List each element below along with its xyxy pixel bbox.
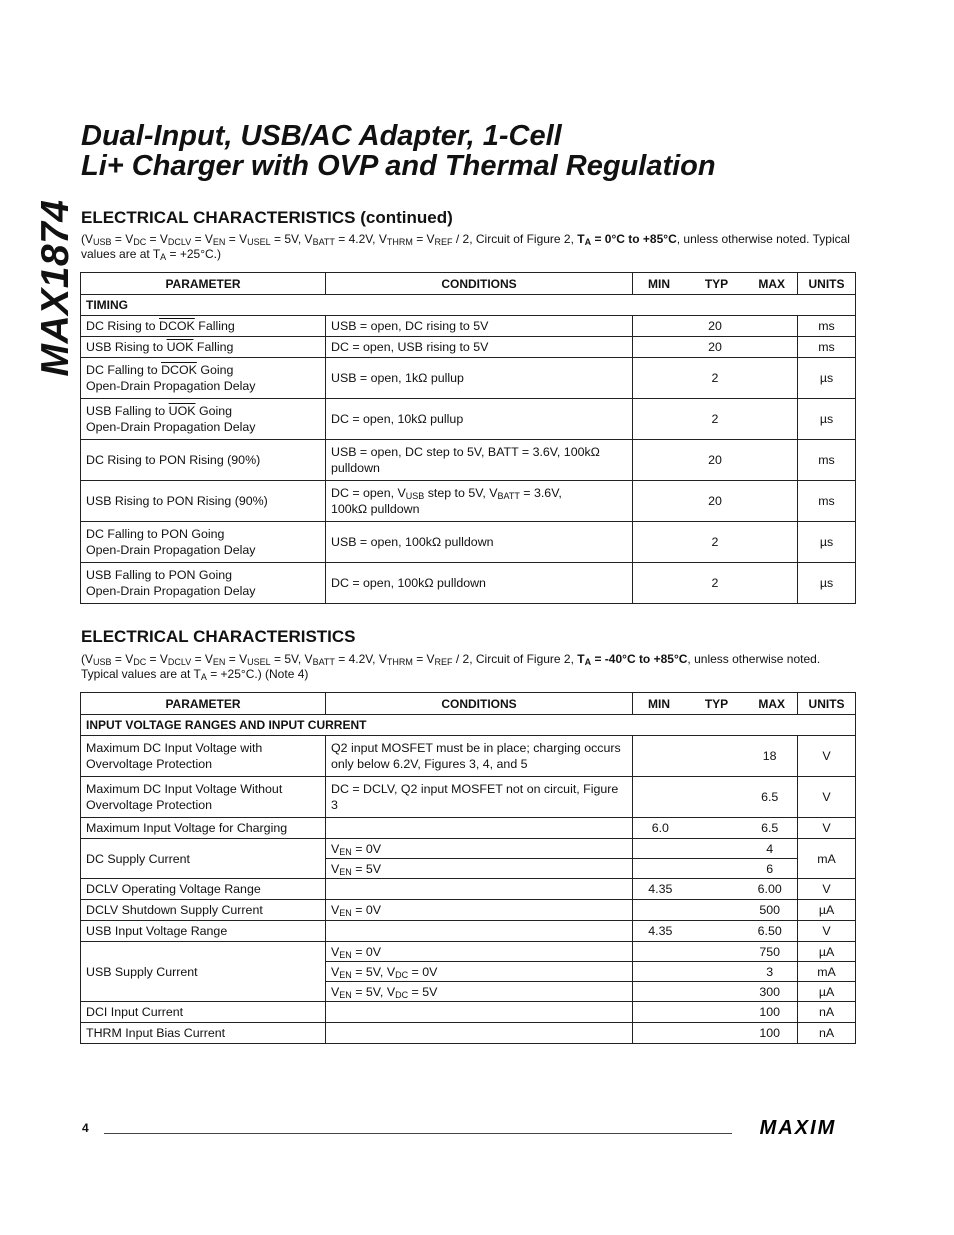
units-cell: mA xyxy=(798,962,856,982)
header-units: UNITS xyxy=(798,693,856,715)
title-line-2: Li+ Charger with OVP and Thermal Regulation xyxy=(81,150,716,182)
header-min: MIN xyxy=(648,276,670,291)
typ-cell xyxy=(688,789,743,805)
cond-cell: $V_{EN} = 5V$, $V_{DC} = 0V$ xyxy=(326,962,633,982)
typ-cell: 2 xyxy=(633,399,798,440)
max-cell: 100 xyxy=(759,1005,781,1019)
header-min: MIN xyxy=(648,696,670,711)
units-cell: V xyxy=(798,921,856,942)
units-cell: V xyxy=(798,736,856,777)
group-timing: TIMING xyxy=(81,295,856,316)
param-cell: DC Falling to PON Going Open-Drain Propagation Delay xyxy=(81,522,326,563)
timing-table xyxy=(80,272,856,604)
table-row xyxy=(81,879,856,900)
cond-cell: USB = open, DC rising to 5V xyxy=(326,316,633,337)
typ-cell xyxy=(688,1025,743,1041)
param-cell: Maximum DC Input Voltage with Overvoltage Protection xyxy=(81,736,326,777)
maxim-logo-text: MAXIM xyxy=(759,1117,837,1138)
header-conditions: CONDITIONS xyxy=(326,273,633,295)
param-cell: USB Rising to PON Rising (90%) xyxy=(81,481,326,522)
units-cell: nA xyxy=(798,1023,856,1044)
max-cell: 500 xyxy=(759,903,781,917)
cond-cell: DC = open, USB rising to 5V xyxy=(326,337,633,358)
table-row xyxy=(81,337,856,358)
min-cell: 4.35 xyxy=(648,882,673,896)
cond-cell xyxy=(326,1023,633,1044)
max-cell: 100 xyxy=(759,1026,781,1040)
document-title xyxy=(81,121,881,181)
max-cell: 300 xyxy=(759,984,781,999)
page-number: 4 xyxy=(82,1121,89,1135)
table-row xyxy=(81,399,856,440)
param-cell: USB Supply Current xyxy=(81,942,326,1002)
cond-cell: Q2 input MOSFET must be in place; charging occurs only below 6.2V, Figures 3, 4, and 5 xyxy=(326,736,633,777)
table-row xyxy=(81,839,856,859)
min-cell xyxy=(633,789,688,805)
input-voltage-table xyxy=(80,692,856,1044)
note-suffix-1b: = +25°C.) xyxy=(166,247,221,261)
section-heading-continued: ELECTRICAL CHARACTERISTICS (continued) xyxy=(81,208,453,227)
max-cell: 750 xyxy=(759,944,781,959)
units-cell: µs xyxy=(798,358,856,399)
temp-range-2: = -40°C to +85°C xyxy=(594,652,688,666)
param-cell: DCLV Operating Voltage Range xyxy=(81,879,326,900)
units-cell: µs xyxy=(798,522,856,563)
max-cell: 4 xyxy=(766,841,774,856)
typ-cell: 20 xyxy=(633,481,798,522)
param-cell: Maximum DC Input Voltage Without Overvoltage Protection xyxy=(81,777,326,818)
header-units: UNITS xyxy=(798,273,856,295)
cond-cell: $V_{EN} = 0V$ xyxy=(326,942,633,962)
cond-cell: USB = open, 1kΩ pullup xyxy=(326,358,633,399)
footer-rule xyxy=(104,1133,732,1134)
param-cell: DC Rising to PON Rising (90%) xyxy=(81,440,326,481)
table-row xyxy=(81,942,856,962)
cond-cell: $V_{EN} = 5V$ xyxy=(326,859,633,879)
table-row xyxy=(81,563,856,604)
min-cell: 4.35 xyxy=(648,924,673,938)
units-cell: V xyxy=(798,777,856,818)
param-cell: DC Falling to DCOK Going Open-Drain Propagation Delay xyxy=(81,358,326,399)
header-typ: TYP xyxy=(704,276,729,291)
table-row xyxy=(81,777,856,818)
units-cell: V xyxy=(798,879,856,900)
max-cell: 6.50 xyxy=(757,924,782,938)
units-cell: nA xyxy=(798,1002,856,1023)
header-parameter: PARAMETER xyxy=(81,693,326,715)
typ-cell xyxy=(688,748,743,764)
param-cell: USB Falling to $\overline{UOK}$ Going Open-Drain Propagation Delay xyxy=(81,399,326,440)
side-part-number: MAX1874 xyxy=(34,199,77,377)
cond-cell xyxy=(326,879,633,900)
units-cell: ms xyxy=(798,481,856,522)
cond-cell: USB = open, DC step to 5V, BATT = 3.6V, 100kΩ pulldown xyxy=(326,440,633,481)
max-cell: 18 xyxy=(762,749,777,763)
header-max: MAX xyxy=(758,276,786,291)
cond-cell: DC = open, 10kΩ pullup xyxy=(326,399,633,440)
units-cell: mA xyxy=(798,839,856,879)
typ-cell xyxy=(688,820,743,836)
units-cell: ms xyxy=(798,337,856,358)
units-cell: µA xyxy=(798,982,856,1002)
table-row xyxy=(81,1002,856,1023)
max-cell: 6 xyxy=(766,861,774,876)
param-cell: USB Input Voltage Range xyxy=(81,921,326,942)
param-cell: USB Falling to PON Going Open-Drain Propagation Delay xyxy=(81,563,326,604)
table-row xyxy=(81,921,856,942)
conditions-note-1: ($V_{USB} = V_{DC} = V_{DCLV} = V_{EN} = V_{USEL} = 5V$, $V_{BATT} = 4.2V$, $V_{THRM} = V_{REF} / 2$, Circuit of Figure 2, $T_A = 0^\circ C$ to +85°C, unless otherwise noted. Typical values are at $T_A = +25^\circ C$.) xyxy=(81,232,850,262)
section-heading: ELECTRICAL CHARACTERISTICS xyxy=(81,627,356,646)
min-cell xyxy=(633,1025,688,1041)
units-cell: µA xyxy=(798,900,856,921)
param-cell: DCI Input Current xyxy=(81,1002,326,1023)
table-row xyxy=(81,481,856,522)
max-cell: 6.5 xyxy=(761,821,779,835)
units-cell: ms xyxy=(798,440,856,481)
units-cell: ms xyxy=(798,316,856,337)
typ-cell: 2 xyxy=(633,522,798,563)
table-row xyxy=(81,900,856,921)
max-cell: 6.00 xyxy=(757,882,782,896)
param-cell: DCLV Shutdown Supply Current xyxy=(81,900,326,921)
maxim-logo xyxy=(743,1116,853,1138)
typ-cell: 20 xyxy=(633,440,798,481)
param-cell: DC Rising to DCOK Falling xyxy=(81,316,326,337)
param-cell: USB Rising to $\overline{UOK}$ Falling xyxy=(81,337,326,358)
min-cell: 6.0 xyxy=(651,821,669,835)
typ-cell: 20 xyxy=(633,316,798,337)
units-cell: µs xyxy=(798,563,856,604)
conditions-note-2: ($V_{USB} = V_{DC} = V_{DCLV} = V_{EN} = V_{USEL} = 5V$, $V_{BATT} = 4.2V$, $V_{THRM} = V_{REF} / 2$, Circuit of Figure 2, $T_A = -40^\circ C$ to +85°C, unless otherwise noted. Typical values are at $T_A = +25^\circ C$.) (Note 4) xyxy=(81,652,821,682)
cond-cell: DC = open, $V_{USB}$ step to 5V, $V_{BATT} = 3.6V$, 100kΩ pulldown xyxy=(326,481,633,522)
typ-cell: 2 xyxy=(633,358,798,399)
note-suffix-2: , unless otherwise noted. Typical values are at T xyxy=(81,652,821,681)
header-min-typ-max xyxy=(633,273,798,295)
cond-cell: $V_{EN} = 5V$, $V_{DC} = 5V$ xyxy=(326,982,633,1002)
table-row xyxy=(81,358,856,399)
table-row xyxy=(81,736,856,777)
cond-cell: $V_{EN} = 0V$ xyxy=(326,900,633,921)
table-row xyxy=(81,522,856,563)
typ-cell xyxy=(688,1004,743,1020)
header-conditions: CONDITIONS xyxy=(326,693,633,715)
cond-cell: DC = open, 100kΩ pulldown xyxy=(326,563,633,604)
param-cell: DC Supply Current xyxy=(81,839,326,879)
param-cell: THRM Input Bias Current xyxy=(81,1023,326,1044)
min-cell xyxy=(633,902,688,918)
units-cell: µs xyxy=(798,399,856,440)
param-cell: Maximum Input Voltage for Charging xyxy=(81,818,326,839)
cond-cell xyxy=(326,1002,633,1023)
header-max: MAX xyxy=(758,696,786,711)
typ-cell xyxy=(688,881,743,897)
note-suffix-2b: = +25°C.) (Note 4) xyxy=(206,667,309,681)
typ-cell xyxy=(688,923,743,939)
cond-cell xyxy=(326,818,633,839)
units-cell: V xyxy=(798,818,856,839)
group-input-voltage: INPUT VOLTAGE RANGES AND INPUT CURRENT xyxy=(81,715,856,736)
table-row xyxy=(81,1023,856,1044)
table-row xyxy=(81,818,856,839)
note-suffix-1: , unless otherwise noted. Typical values are at T xyxy=(81,232,850,261)
units-cell: µA xyxy=(798,942,856,962)
header-typ: TYP xyxy=(704,696,729,711)
typ-cell: 2 xyxy=(633,563,798,604)
cond-cell xyxy=(326,921,633,942)
typ-cell: 20 xyxy=(633,337,798,358)
max-cell: 6.5 xyxy=(761,790,779,804)
typ-cell xyxy=(688,902,743,918)
min-cell xyxy=(633,748,688,764)
header-min-typ-max xyxy=(633,693,798,715)
table-row xyxy=(81,316,856,337)
cond-cell: $V_{EN} = 0V$ xyxy=(326,839,633,859)
title-line-1: Dual-Input, USB/AC Adapter, 1-Cell xyxy=(81,120,562,152)
cond-cell: USB = open, 100kΩ pulldown xyxy=(326,522,633,563)
max-cell: 3 xyxy=(766,964,774,979)
cond-cell: DC = DCLV, Q2 input MOSFET not on circuit, Figure 3 xyxy=(326,777,633,818)
min-cell xyxy=(633,1004,688,1020)
header-parameter: PARAMETER xyxy=(81,273,326,295)
table-row xyxy=(81,440,856,481)
temp-range-1: = 0°C to +85°C xyxy=(594,232,677,246)
